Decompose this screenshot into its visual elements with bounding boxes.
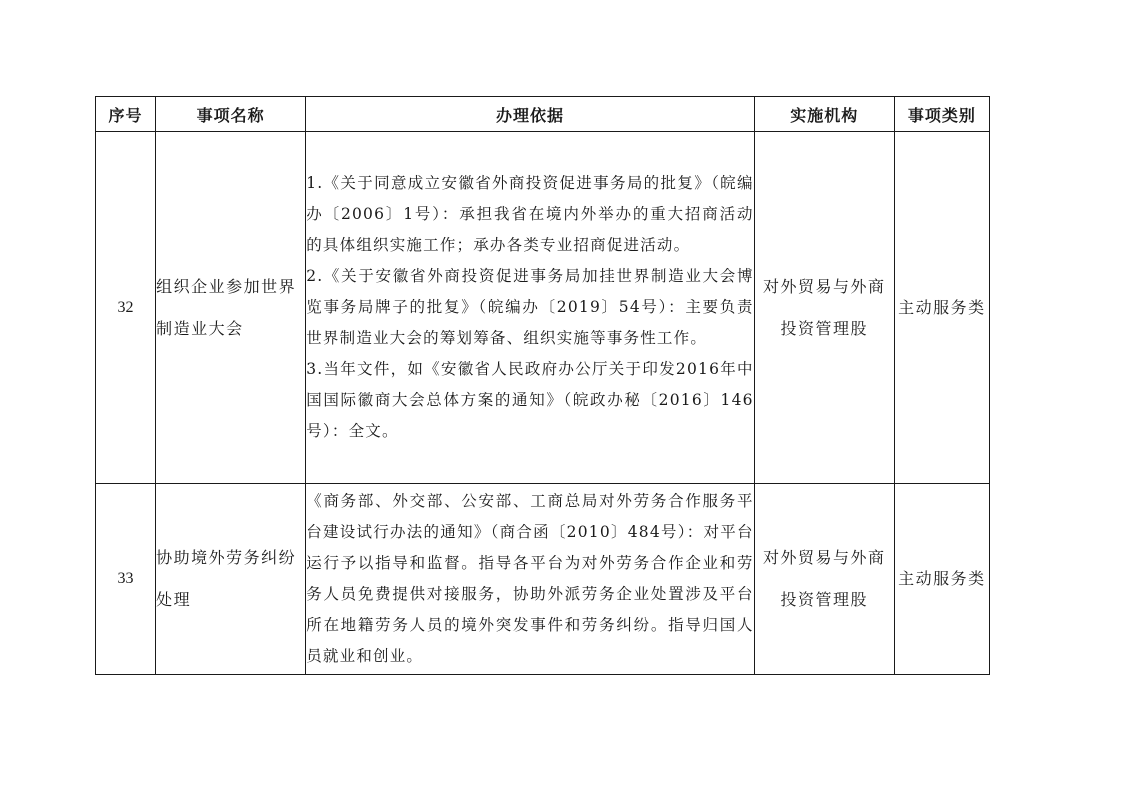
basis-paragraph: 2.《关于安徽省外商投资促进事务局加挂世界制造业大会博览事务局牌子的批复》（皖编办〔2019〕54号）：主要负责世界制造业大会的筹划筹备、组织实施等事务性工作。 (306, 267, 754, 347)
row-matter-category: 主动服务类 (894, 132, 989, 484)
table-row (96, 132, 990, 484)
row-matter-category: 主动服务类 (894, 484, 989, 675)
row-implementing-agency: 对外贸易与外商投资管理股 (754, 484, 894, 675)
row-serial-number: 32 (96, 132, 156, 484)
row-implementing-agency: 对外贸易与外商投资管理股 (754, 132, 894, 484)
row-matter-name: 协助境外劳务纠纷处理 (156, 484, 306, 675)
row-matter-name: 组织企业参加世界制造业大会 (156, 132, 306, 484)
header-serial-number: 序号 (96, 97, 156, 132)
basis-paragraph: 1.《关于同意成立安徽省外商投资促进事务局的批复》（皖编办〔2006〕1号）：承担我省在境内外举办的重大招商活动的具体组织实施工作；承办各类专业招商促进活动。 (306, 174, 754, 254)
basis-paragraph: 《商务部、外交部、公安部、工商总局对外劳务合作服务平台建设试行办法的通知》（商合函〔2010〕484号）：对平台运行予以指导和监督。指导各平台为对外劳务合作企业和劳务人员免费提供对接服务，协助外派劳务企业处置涉及平台所在地籍劳务人员的境外突发事件和劳务纠纷。指导归国人员就业和创业。 (306, 492, 754, 665)
header-matter-name: 事项名称 (156, 97, 306, 132)
row-serial-number: 33 (96, 484, 156, 675)
row-legal-basis (306, 132, 755, 484)
header-implementing-agency: 实施机构 (754, 97, 894, 132)
row-legal-basis (306, 484, 755, 675)
matters-table (95, 96, 990, 675)
basis-paragraph: 3.当年文件，如《安徽省人民政府办公厅关于印发2016年中国国际徽商大会总体方案的通知》（皖政办秘〔2016〕146号）：全文。 (306, 360, 754, 440)
header-matter-category: 事项类别 (894, 97, 989, 132)
table-header-row (96, 97, 990, 132)
table-row (96, 484, 990, 675)
header-legal-basis: 办理依据 (306, 97, 755, 132)
